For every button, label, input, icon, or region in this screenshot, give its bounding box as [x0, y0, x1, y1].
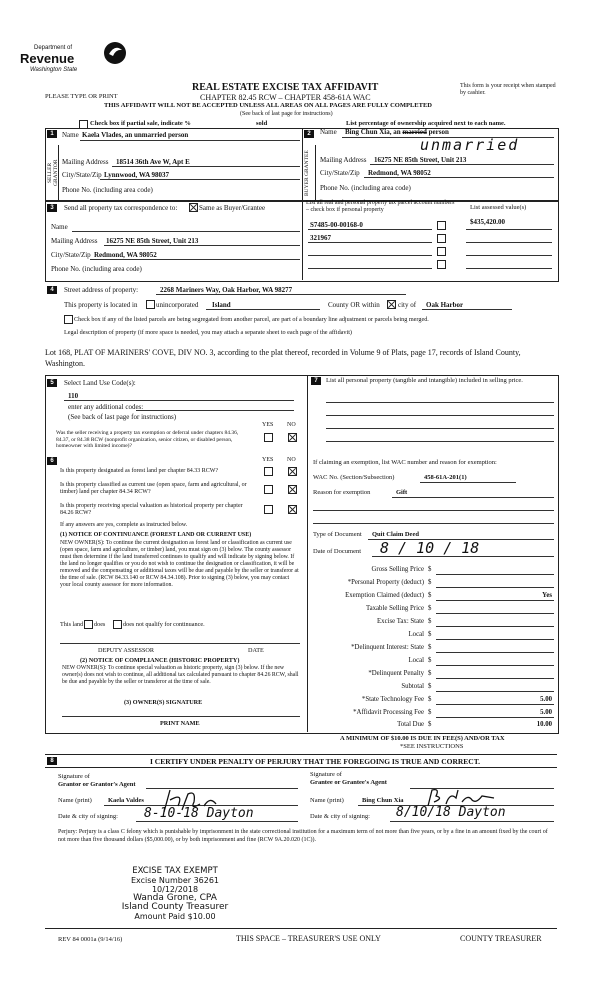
see-instructions: *SEE INSTRUCTIONS — [400, 743, 464, 750]
buyer-name-row — [345, 128, 449, 136]
fee-dollar: $ — [428, 683, 432, 690]
grantor-name: Kaela Valdes — [108, 797, 144, 804]
parcel-1: S7485-00-00168-0 — [310, 221, 363, 229]
fee-total-value: 10.00 — [536, 721, 552, 728]
fee-dollar: $ — [428, 721, 432, 728]
segregated-label: Check box if any of the listed parcels are being segregated from another parcel, are part of a boundary line adjustment or parcels being merged. — [74, 316, 429, 323]
additional-codes-label: enter any additional codes: — [68, 403, 144, 411]
fee-exemption-label: Exemption Claimed (deduct) — [345, 592, 424, 599]
notice1-body: NEW OWNER(S): To continue the current designation as forest land or classification as current use (open space, farm and agriculture, or timber) land, you must sign on (3) below. The county assessor must then determine if the land transferred continues to qualify and will indicate by signing below. If the land no longer qualifies or you do not wish to continue the designation or classification, it will be removed and the compensating or additional taxes will be due and payable by the seller or transferor at the time of sale. (RCW 84.33.140 or RCW 84.34.108). Prior to signing (3) below, you may contact your local county assessor for more information. — [60, 540, 299, 588]
parcel-3-checkbox[interactable] — [437, 247, 446, 256]
sold-label: sold — [256, 120, 268, 127]
please-type: PLEASE TYPE OR PRINT — [45, 93, 118, 100]
fee-interest-local-label: Local — [408, 657, 424, 664]
wac-number: 458-61A-201(1) — [424, 474, 467, 481]
fee-processing-value: 5.00 — [540, 709, 552, 716]
fee-tech-label: *State Technology Fee — [361, 696, 424, 703]
s6-q3-no[interactable] — [288, 505, 297, 514]
seller-city: Lynnwood, WA 98037 — [104, 171, 170, 179]
reason-value: Gift — [396, 489, 408, 496]
grantor-sig-label1: Signature of — [58, 773, 90, 780]
s6-q2-no[interactable] — [288, 485, 297, 494]
seller-city-label: City/State/Zip — [62, 171, 102, 179]
parcel-1-checkbox[interactable] — [437, 221, 446, 230]
s6-q2-yes[interactable] — [264, 485, 273, 494]
county-value: Island — [212, 301, 231, 309]
buyer-name: Bing Chun Xia, an — [345, 128, 401, 136]
wac-label: WAC No. (Section/Subsection) — [313, 474, 395, 481]
certify-statement: I CERTIFY UNDER PENALTY OF PERJURY THAT THE FOREGOING IS TRUE AND CORRECT. — [150, 757, 481, 766]
seller-phone-label: Phone No. (including area code) — [62, 186, 153, 194]
buyer-mail-label: Mailing Address — [320, 156, 367, 164]
s5-yes: YES — [262, 422, 274, 428]
street-address: 2268 Mariners Way, Oak Harbor, WA 98277 — [160, 286, 293, 294]
s7-label: List all personal property (tangible and intangible) included in selling price. — [326, 377, 523, 384]
receipt-note: This form is your receipt when stamped by cashier. — [460, 83, 556, 96]
doc-date-label: Date of Document — [313, 548, 362, 555]
doc-date: 8 / 10 / 18 — [380, 539, 480, 557]
fee-dollar: $ — [428, 696, 432, 703]
grantee-name-print-label: Name (print) — [310, 797, 344, 804]
fee-dollar: $ — [428, 631, 432, 638]
legal-description: Lot 168, PLAT OF MARINERS' COVE, DIV NO. 3, according to the plat thereof, recorded in Volume 9 of Plats, page 17, records of Island County, Washington. — [45, 348, 521, 368]
revenue-logo — [20, 40, 130, 80]
grantor-sig-label2: Grantor or Grantor's Agent — [58, 781, 136, 788]
list-pct-label: List percentage of ownership acquired next to each name. — [346, 120, 506, 127]
dept-line3: Washington State — [30, 67, 78, 73]
form-chapter: CHAPTER 82.45 RCW – CHAPTER 458-61A WAC — [200, 93, 371, 102]
stamp-line6: Amount Paid $10.00 — [134, 912, 216, 921]
notice1-title: (1) NOTICE OF CONTINUANCE (FOREST LAND OR CURRENT USE) — [60, 532, 252, 538]
corr-label: Send all property tax correspondence to: — [64, 204, 178, 212]
fee-dollar: $ — [428, 566, 432, 573]
s6-if-yes: If any answers are yes, complete as instructed below. — [60, 522, 188, 528]
fee-interest-state-label: *Delinquent Interest: State — [351, 644, 424, 651]
fee-excise-local-label: Local — [408, 631, 424, 638]
buyer-phone-label: Phone No. (including area code) — [320, 184, 411, 192]
doc-type-label: Type of Document — [313, 531, 362, 538]
fee-dollar: $ — [428, 618, 432, 625]
partial-sale-label: Check box if partial sale, indicate % — [90, 120, 191, 127]
grantee-date-label: Date & city of signing: — [310, 813, 370, 820]
county-treasurer: COUNTY TREASURER — [460, 934, 542, 943]
print-name-label: PRINT NAME — [160, 720, 200, 727]
fee-dollar: $ — [428, 579, 432, 586]
within-city-checkbox[interactable] — [387, 300, 396, 309]
corr-name-label: Name — [51, 223, 68, 231]
s5-no-checkbox[interactable] — [288, 433, 297, 442]
assessed-value: $435,420.00 — [470, 218, 505, 226]
corr-city: Redmond, WA 98052 — [94, 251, 157, 259]
fee-tech-value: 5.00 — [540, 696, 552, 703]
form-see-back: (See back of last page for instructions) — [240, 111, 333, 117]
seller-side-label: SELLER GRANTOR — [47, 159, 59, 187]
fee-total-label: Total Due — [397, 721, 424, 728]
stamp-line5: Island County Treasurer — [121, 902, 229, 912]
corr-phone-label: Phone No. (including area code) — [51, 265, 142, 273]
fee-dollar: $ — [428, 670, 432, 677]
grantee-sig-label2: Grantee or Grantee's Agent — [310, 779, 387, 786]
owner-sig-label: (3) OWNER(S) SIGNATURE — [124, 699, 203, 706]
does-not-checkbox[interactable] — [113, 620, 122, 629]
corr-mail: 16275 NE 85th Street, Unit 213 — [106, 237, 199, 245]
buyer-mail: 16275 NE 85th Street, Unit 213 — [374, 156, 467, 164]
revenue-swoosh-icon — [102, 40, 128, 66]
excise-stamp — [120, 867, 230, 921]
fee-dollar: $ — [428, 709, 432, 716]
land-use-code: 110 — [68, 392, 79, 400]
same-as-label: Same as Buyer/Grantee — [199, 204, 266, 212]
s6-q1: Is this property designated as forest land per chapter 84.33 RCW? — [60, 468, 219, 474]
segregated-checkbox[interactable] — [64, 315, 73, 324]
s6-q3: Is this property receiving special valuation as historical property per chapter 84.26 RCW? — [60, 503, 243, 516]
fee-dollar: $ — [428, 605, 432, 612]
form-number: REV 84 0001a (9/14/16) — [58, 936, 123, 943]
does-not-label: does not qualify for continuance. — [123, 621, 205, 628]
doc-type: Quit Claim Deed — [372, 531, 419, 538]
city-value: Oak Harbor — [426, 301, 464, 309]
unincorporated-label: unincorporated — [156, 301, 199, 309]
does-checkbox[interactable] — [84, 620, 93, 629]
unincorporated-checkbox[interactable] — [146, 300, 155, 309]
does-label: does — [94, 621, 106, 628]
buyer-side-label: BUYER GRANTEE — [304, 150, 310, 196]
fee-taxable-label: Taxable Selling Price — [365, 605, 424, 612]
fee-processing-label: *Affidavit Processing Fee — [353, 709, 424, 716]
deputy-assessor-label: DEPUTY ASSESSOR — [98, 647, 154, 654]
treasurer-space: THIS SPACE – TREASURER'S USE ONLY — [236, 934, 381, 943]
parcel-4-checkbox[interactable] — [437, 260, 446, 269]
buyer-name-struck: married — [402, 128, 427, 136]
corr-city-label: City/State/Zip — [51, 251, 91, 259]
grantee-name: Bing Chun Xia — [362, 797, 404, 804]
seller-name-label: Name — [62, 131, 79, 139]
perjury-note: Perjury: Perjury is a class C felony which is punishable by imprisonment in the state correctional institution for a maximum term of not more than five years, or by a fine in an amount fixed by the court of not more than five thousand dollars ($5,000.00), or by both imprisonment and fine (RCW 9A.20.020 (1C)). — [58, 829, 548, 843]
seller-mail: 18514 36th Ave W, Apt E — [116, 158, 190, 166]
buyer-city: Redmond, WA 98052 — [368, 169, 431, 177]
s5-question: Was the seller receiving a property tax exemption or deferral under chapters 84.36, 84.37, or 84.38 RCW (nonprofit organization, senior citizen, or disabled person, homeowner with limited income)? — [56, 430, 239, 449]
street-label: Street address of property: — [64, 286, 139, 294]
buyer-name-end: person — [428, 128, 449, 136]
assessed-header: List assessed value(s) — [470, 204, 527, 211]
s6-yes: YES — [262, 457, 274, 463]
stamp-line3: 10/12/2018 — [151, 885, 199, 894]
buyer-handwritten-correction: unmarried — [420, 136, 520, 154]
fee-subtotal-label: Subtotal — [401, 683, 424, 690]
stamp-line4: Wanda Grone, CPA — [133, 893, 217, 903]
parcel-2-checkbox[interactable] — [437, 234, 446, 243]
dept-line2: Revenue — [20, 51, 75, 66]
parcels-header: List all real and personal property tax parcel account numbers – check box if personal property — [306, 200, 455, 213]
fee-gross-label: Gross Selling Price — [371, 566, 424, 573]
buyer-name-label: Name — [320, 128, 337, 136]
buyer-city-label: City/State/Zip — [320, 169, 360, 177]
legal-label: Legal description of property (if more space is needed, you may attach a separate sheet to each page of the affidavit) — [64, 329, 352, 336]
fee-dollar: $ — [428, 657, 432, 664]
reason-label: Reason for exemption — [313, 489, 371, 496]
grantor-date-label: Date & city of signing: — [58, 813, 118, 820]
form-title: REAL ESTATE EXCISE TAX AFFIDAVIT — [192, 82, 379, 93]
land-use-label: Select Land Use Code(s): — [64, 379, 136, 387]
s5-yes-checkbox[interactable] — [264, 433, 273, 442]
notice2-body: NEW OWNER(S): To continue special valuation as historic property, sign (3) below. If the new owner(s) does not wish to continue, all additional tax calculated pursuant to chapter 84.26 RCW, shall be due and payable by the seller or transferor at the time of sale. — [62, 665, 299, 685]
grantor-date: 8-10-18 Dayton — [144, 806, 254, 821]
seller-mail-label: Mailing Address — [62, 158, 109, 166]
fee-penalty-label: *Delinquent Penalty — [368, 670, 424, 677]
city-of-label: city of — [398, 301, 417, 309]
s6-q1-no[interactable] — [288, 467, 297, 476]
fee-excise-state-label: Excise Tax: State — [377, 618, 424, 625]
this-land-label: This land — [60, 621, 84, 628]
fee-dollar: $ — [428, 592, 432, 599]
corr-mail-label: Mailing Address — [51, 237, 98, 245]
grantee-date: 8/10/18 Dayton — [396, 805, 506, 820]
exemption-label: If claiming an exemption, list WAC number and reason for exemption: — [313, 459, 497, 466]
s5-no: NO — [287, 422, 296, 428]
seller-name: Kaela Vlades, an unmarried person — [82, 131, 189, 139]
s6-q3-yes[interactable] — [264, 505, 273, 514]
s6-q1-yes[interactable] — [264, 467, 273, 476]
grantor-name-print-label: Name (print) — [58, 797, 92, 804]
fee-personal-label: *Personal Property (deduct) — [347, 579, 424, 586]
stamp-line2: Excise Number 36261 — [130, 876, 220, 885]
form-warning: THIS AFFIDAVIT WILL NOT BE ACCEPTED UNLESS ALL AREAS ON ALL PAGES ARE FULLY COMPLETED — [104, 102, 432, 109]
same-as-checkbox[interactable] — [189, 203, 198, 212]
dept-line1: Department of — [34, 45, 73, 51]
s6-no: NO — [287, 457, 296, 463]
fee-dollar: $ — [428, 644, 432, 651]
grantee-sig-label1: Signature of — [310, 771, 342, 778]
parcel-2: 321967 — [310, 234, 331, 242]
date-label: DATE — [248, 647, 264, 654]
s6-q2: Is this property classified as current use (open space, farm and agricultural, or timber) land per chapter 84.34 RCW? — [60, 482, 247, 495]
stamp-line1: EXCISE TAX EXEMPT — [132, 866, 218, 876]
fee-exemption-value: Yes — [542, 592, 552, 599]
county-label: County OR within — [328, 301, 380, 309]
located-in-label: This property is located in — [64, 301, 138, 309]
land-use-see-back: (See back of last page for instructions) — [68, 413, 177, 421]
minimum-due: A MINIMUM OF $10.00 IS DUE IN FEE(S) AND/OR TAX — [340, 735, 505, 742]
notice2-title: (2) NOTICE OF COMPLIANCE (HISTORIC PROPERTY) — [80, 657, 240, 664]
